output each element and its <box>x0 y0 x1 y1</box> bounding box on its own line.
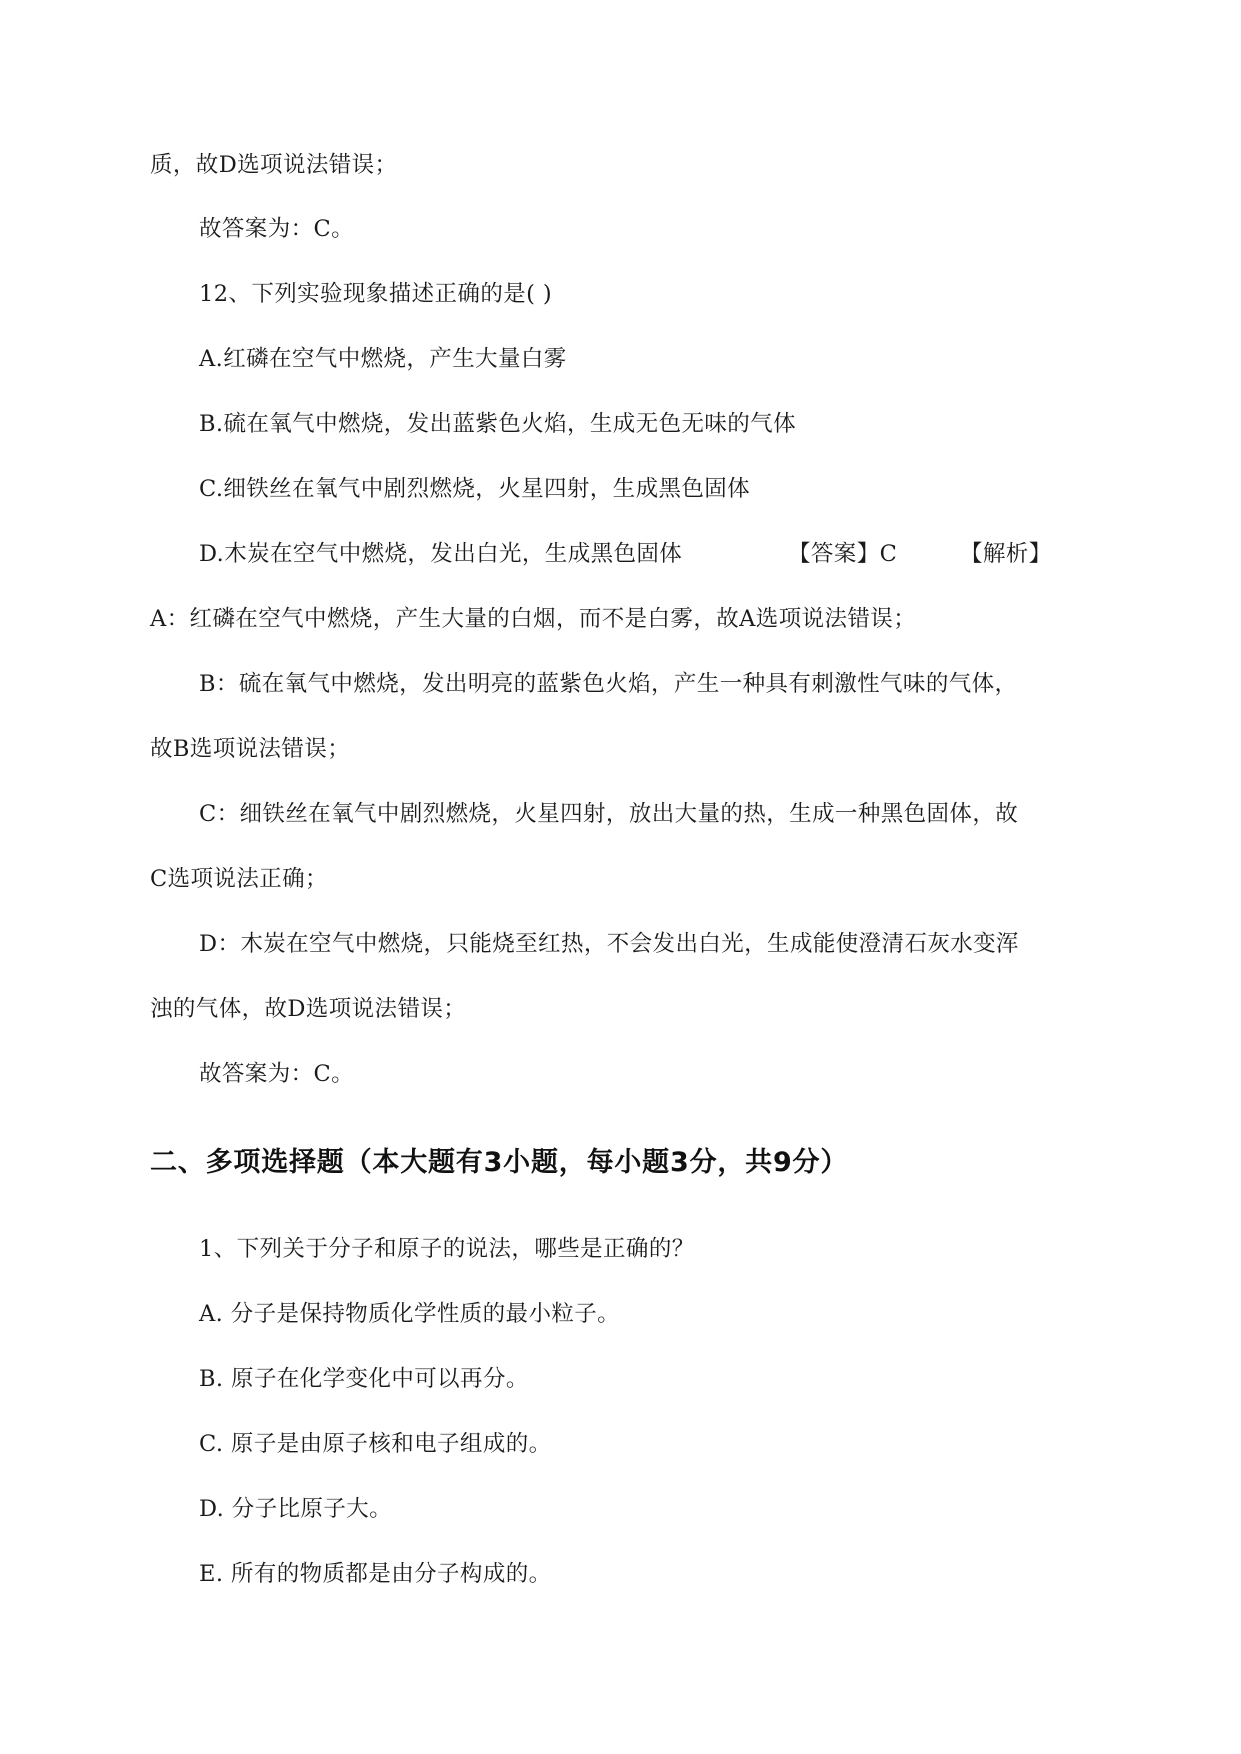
text-line: D：木炭在空气中燃烧，只能烧至红热，不会发出白光，生成能使澄清石灰水变浑 <box>199 931 1019 957</box>
option-b: B. 原子在化学变化中可以再分。 <box>199 1366 529 1392</box>
question-stem: 1、下列关于分子和原子的说法，哪些是正确的？ <box>199 1236 695 1262</box>
option-c: C. 原子是由原子核和电子组成的。 <box>199 1431 552 1457</box>
text-line: C：细铁丝在氧气中剧烈燃烧，火星四射，放出大量的热，生成一种黑色固体，故 <box>199 801 1019 827</box>
text-line: 质，故D选项说法错误； <box>150 152 398 178</box>
text-line: B：硫在氧气中燃烧，发出明亮的蓝紫色火焰，产生一种具有刺激性气味的气体， <box>199 671 1018 697</box>
analysis-label: 【解析】 <box>960 541 1052 567</box>
text-line: 故答案为：C。 <box>199 1061 355 1087</box>
text-line: A：红磷在空气中燃烧，产生大量的白烟，而不是白雾，故A选项说法错误； <box>150 606 917 632</box>
option-e: E. 所有的物质都是由分子构成的。 <box>199 1561 552 1587</box>
question-stem: 12、下列实验现象描述正确的是( ) <box>199 281 553 307</box>
option-d: D. 分子比原子大。 <box>199 1496 393 1522</box>
text-line: 浊的气体，故D选项说法错误； <box>150 996 467 1022</box>
option-c: C.细铁丝在氧气中剧烈燃烧，火星四射，生成黑色固体 <box>199 476 751 502</box>
text-line: 故B选项说法错误； <box>150 736 351 762</box>
answer-label: 【答案】C <box>788 541 898 567</box>
option-a: A.红磷在空气中燃烧，产生大量白雾 <box>199 346 567 372</box>
option-d: D.木炭在空气中燃烧，发出白光，生成黑色固体 <box>199 541 683 567</box>
option-b: B.硫在氧气中燃烧，发出蓝紫色火焰，生成无色无味的气体 <box>199 411 796 437</box>
text-line: 故答案为：C。 <box>199 216 355 242</box>
option-a: A. 分子是保持物质化学性质的最小粒子。 <box>199 1301 621 1327</box>
section-heading: 二、多项选择题（本大题有3小题，每小题3分，共9分） <box>150 1147 849 1178</box>
text-line: C选项说法正确； <box>150 866 328 892</box>
